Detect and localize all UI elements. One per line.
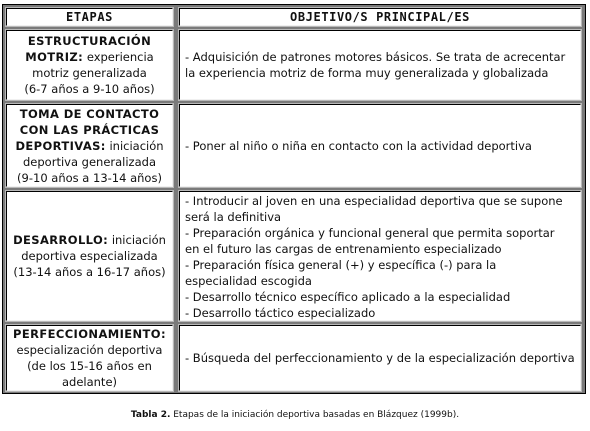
objective-line: - Preparación orgánica y funcional general que permita soportar xyxy=(185,226,555,240)
stages-table xyxy=(2,4,586,394)
stage-desc-line: deportiva generalizada xyxy=(23,154,156,169)
caption-text: Etapas de la iniciación deportiva basadas en Blázquez (1999b). xyxy=(170,410,460,420)
stage-name-line: PERFECCIONAMIENTO: xyxy=(13,327,166,341)
objective-cell-perfeccionamiento xyxy=(179,325,581,391)
stage-cell-estructuracion xyxy=(6,30,173,100)
stage-desc-line: (de los 15-16 años en xyxy=(27,359,152,373)
header-etapas: ETAPAS xyxy=(6,8,173,26)
objective-cell-estructuracion xyxy=(179,30,581,100)
objective-line: - Búsqueda del perfeccionamiento y de la especialización deportiva xyxy=(185,351,575,365)
caption-label: Tabla 2. xyxy=(130,410,171,420)
objective-line: en el futuro las cargas de entrenamiento especializado xyxy=(185,242,502,256)
stage-desc-first: experiencia xyxy=(83,50,154,64)
stage-desc-line: adelante) xyxy=(61,375,118,389)
stage-desc-first: iniciación xyxy=(108,233,166,247)
stage-desc-line: deportiva especializada xyxy=(21,249,158,263)
stage-age-range: (13-14 años a 16-17 años) xyxy=(13,265,166,279)
stage-desc-first: iniciación xyxy=(105,138,164,153)
objective-line: - Introducir al joven en una especialidad deportiva que se supone xyxy=(185,194,563,208)
objective-line: la experiencia motriz de forma muy generalizada y globalizada xyxy=(185,66,549,80)
stage-name-line: TOMA DE CONTACTO xyxy=(19,106,160,121)
stage-age-range: (6-7 años a 9-10 años) xyxy=(24,82,155,96)
objective-line: - Desarrollo táctico especializado xyxy=(185,306,376,320)
table-caption xyxy=(0,410,590,420)
objective-cell-desarrollo xyxy=(179,191,581,321)
stage-age-range: (9-10 años a 13-14 años) xyxy=(17,170,162,185)
stage-cell-desarrollo xyxy=(6,191,173,321)
objective-line: - Preparación física general (+) y específica (-) para la xyxy=(185,258,497,272)
stage-desc-line: especialización deportiva xyxy=(16,343,163,357)
objective-cell-toma-de-contacto xyxy=(179,104,581,187)
objective-line: - Desarrollo técnico específico aplicado a la especialidad xyxy=(185,290,511,304)
stage-name-line: ESTRUCTURACIÓN xyxy=(27,34,152,48)
stage-name-line: DEPORTIVAS: xyxy=(15,138,106,153)
objective-line: - Adquisición de patrones motores básicos. Se trata de acrecentar xyxy=(185,50,566,64)
header-objetivo: OBJETIVO/S PRINCIPAL/ES xyxy=(179,8,581,26)
stage-name-line: CON LAS PRÁCTICAS xyxy=(19,122,160,137)
stage-desc-line: motriz generalizada xyxy=(32,66,147,80)
objective-line: será la definitiva xyxy=(185,210,282,224)
objective-line: - Poner al niño o niña en contacto con la actividad deportiva xyxy=(185,138,532,153)
stage-name-line: MOTRIZ: xyxy=(25,50,84,64)
stage-cell-perfeccionamiento xyxy=(6,325,173,391)
stage-cell-toma-de-contacto xyxy=(6,104,173,187)
stage-name-line: DESARROLLO: xyxy=(13,233,109,247)
objective-line: especialidad escogida xyxy=(185,274,312,288)
